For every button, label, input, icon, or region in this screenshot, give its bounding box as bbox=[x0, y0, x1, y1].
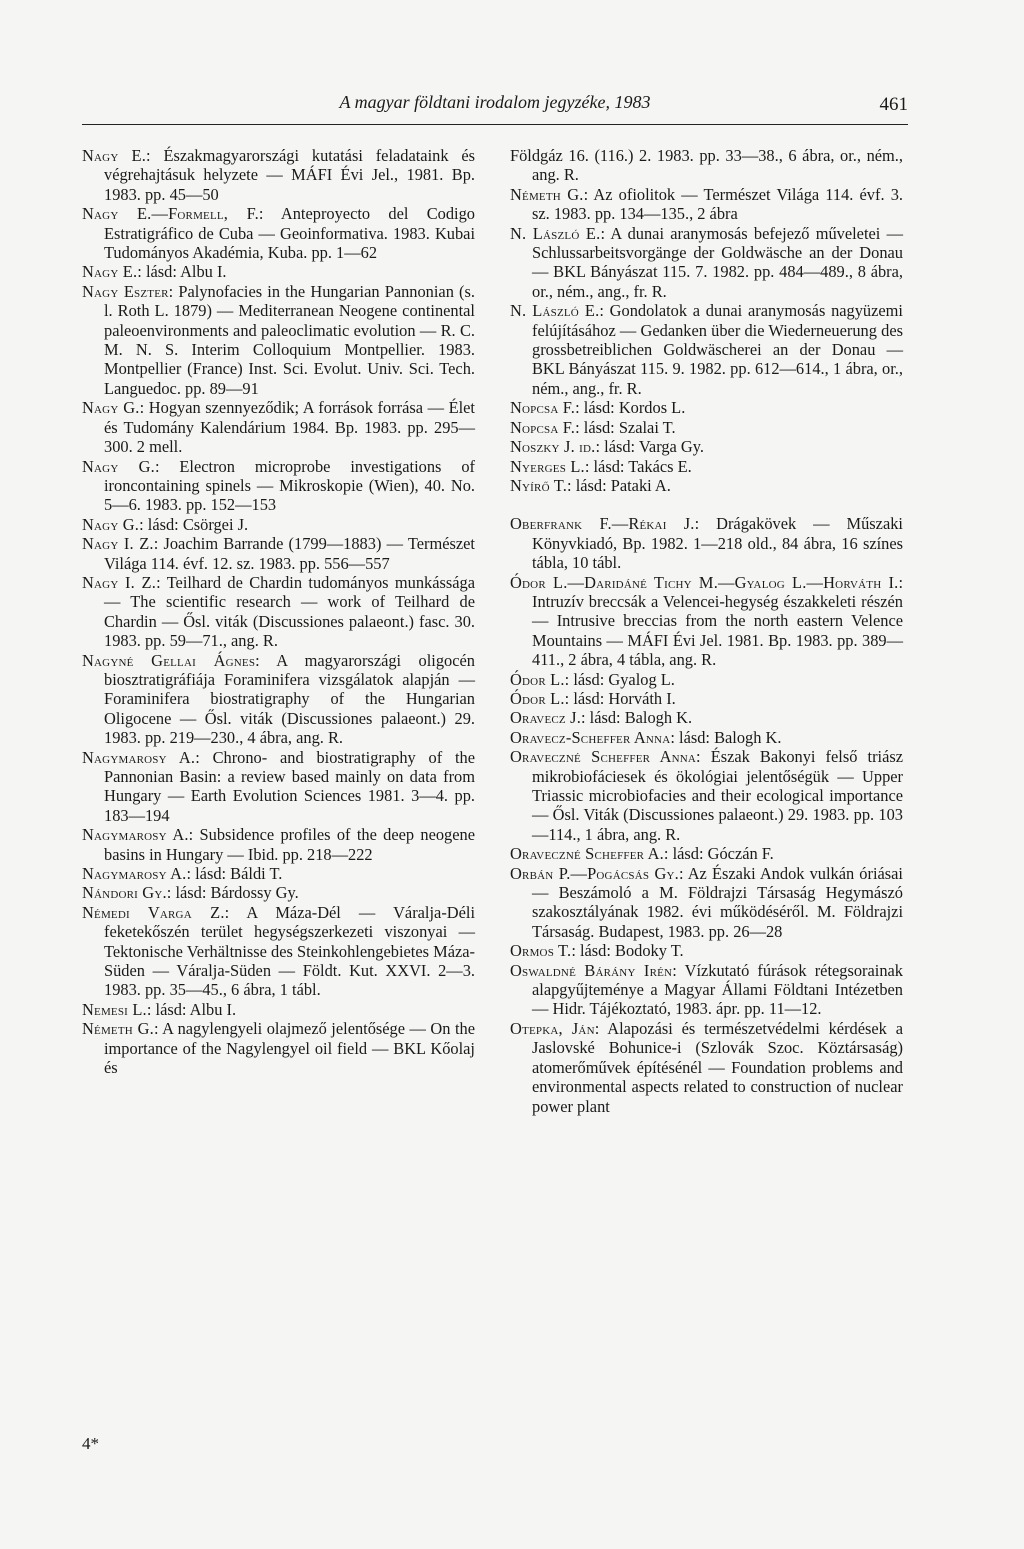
bibliography-entry bbox=[510, 514, 903, 572]
entry-author: Nagymarosy A. bbox=[82, 825, 189, 845]
entry-separator: : bbox=[583, 184, 594, 204]
entry-separator: : bbox=[137, 262, 146, 282]
entry-separator: : bbox=[898, 572, 903, 592]
entry-author: Nagy Eszter bbox=[82, 281, 169, 301]
entry-separator: : bbox=[694, 514, 717, 534]
entry-text: Drágakövek — Műszaki Könyvkiadó, Bp. 1982. 1—218 old., 84 ábra, 16 színes tábla, 10 tábl. bbox=[532, 514, 903, 573]
bibliography-entry bbox=[82, 883, 475, 902]
bibliography-entry bbox=[510, 418, 903, 437]
entry-separator: : bbox=[258, 204, 281, 224]
entry-text: Vízkutató fúrások rétegsorainak alapgyűjteménye a Magyar Állami Földtani Intézetben — Hidr. Tájékoztató, 1983. ápr. pp. 11—12. bbox=[532, 960, 904, 1019]
entry-separator: : bbox=[153, 534, 164, 554]
entry-separator: : bbox=[600, 223, 611, 243]
entry-author: Nagy G. bbox=[82, 456, 155, 476]
entry-text: lásd: Bárdossy Gy. bbox=[175, 883, 299, 903]
entry-author: Noszky J. id. bbox=[510, 437, 596, 457]
bibliography-entry bbox=[82, 1019, 475, 1077]
signature-mark: 4* bbox=[82, 1434, 99, 1453]
entry-separator: : bbox=[146, 146, 164, 165]
entry-text: Intruzív breccsák a Velencei-hegység északkeleti részén — Intrusive breccias from the north eastern Velence Mountains — MÁFI Évi Jel. 1981. Bp. 1983. pp. 389—411., 2 ábra, 4 tábla, ang. R. bbox=[532, 591, 903, 670]
entry-separator: : bbox=[696, 747, 711, 767]
entry-author: Nyírő T. bbox=[510, 475, 568, 495]
entry-separator: : bbox=[188, 825, 200, 845]
entry-author: Nyerges L. bbox=[510, 456, 585, 476]
bibliography-entry bbox=[82, 534, 475, 573]
entry-separator: : bbox=[678, 863, 688, 883]
entry-author: Nagy G. bbox=[82, 398, 140, 418]
entry-author: Oravecz J. bbox=[510, 708, 581, 728]
bibliography-entry bbox=[82, 825, 475, 864]
right-column bbox=[510, 146, 903, 1116]
bibliography-entry bbox=[82, 204, 475, 262]
bibliography-entry bbox=[510, 670, 903, 689]
entry-text: Joachim Barrande (1799—1883) — Természet Világa 114. évf. 12. sz. 1983. pp. 556—557 bbox=[104, 534, 475, 573]
entry-separator: : bbox=[584, 456, 594, 476]
bibliography-entry bbox=[510, 961, 903, 1019]
bibliography-entry bbox=[82, 262, 475, 281]
entry-author: Nagymarosy A. bbox=[82, 747, 196, 767]
entry-author: Orbán P.—Pogácsás Gy. bbox=[510, 863, 679, 883]
entry-text: lásd: Góczán F. bbox=[672, 844, 774, 864]
bibliography-entry bbox=[510, 728, 903, 747]
bibliography-entry bbox=[510, 941, 903, 960]
entry-text: Electron microprobe investigations of ironcontaining spinels — Mikroskopie (Wien), 40. No. 5—6. 1983. pp. 152—153 bbox=[104, 456, 475, 515]
entry-author: Nopcsa F. bbox=[510, 398, 576, 418]
entry-separator: : bbox=[146, 999, 156, 1019]
entry-author: Otepka, Ján bbox=[510, 1018, 595, 1038]
bibliography-entry bbox=[510, 301, 903, 398]
bibliography-entry bbox=[82, 573, 475, 651]
entry-author: Ódor L. bbox=[510, 669, 565, 689]
bibliography-entry bbox=[82, 457, 475, 515]
bibliography-entry bbox=[82, 651, 475, 748]
entry-text: Chrono- and biostratigraphy of the Pannonian Basin: a review based mainly on data from Hungary — Earth Evolution Sciences 1981. 3—4. pp. 183—194 bbox=[104, 747, 476, 825]
entry-author: Oraveczné Scheffer A. bbox=[510, 844, 664, 864]
entry-author: Oberfrank F.—Rékai J. bbox=[510, 514, 695, 534]
entry-text: A magyarországi oligocén biosztratigráfiája Foraminifera vizsgálatok alapján — Foraminifera biostratigraphy of the Hungarian Oligocene — Ősl. viták (Discussiones palaeont.) 29. 1983. pp. 219—230., 4 ábra, ang. R. bbox=[104, 650, 475, 748]
entry-author: N. László E. bbox=[510, 301, 600, 321]
bibliography-entry bbox=[82, 864, 475, 883]
entry-text: Alapozási és természetvédelmi kérdések a Jaslovské Bohunice-i (Szlovák Szoc. Köztársaság) atomerőművek építésénél — Foundation problems and environmental aspects related to construction of nuclear power plant bbox=[532, 1018, 903, 1116]
bibliography-entry bbox=[510, 1019, 903, 1116]
entry-separator: : bbox=[156, 572, 167, 592]
entry-text: Az Északi Andok vulkán óriásai — Beszámoló a M. Földrajzi Társaság Hegymászó szakosztályának 1982. évi működéséről. M. Földrajzi Társaság. Budapest, 1983. pp. 26—28 bbox=[532, 863, 903, 941]
bibliography-entry bbox=[82, 282, 475, 398]
entry-text: lásd: Albu I. bbox=[145, 262, 227, 282]
entry-text: lásd: Csörgei J. bbox=[147, 514, 249, 534]
entry-author: Ódor L.—Daridáné Tichy M.—Gyalog L.—Horváth I. bbox=[510, 572, 899, 592]
entry-author: Ormos T. bbox=[510, 941, 572, 961]
bibliography-entry bbox=[510, 864, 903, 942]
entry-separator: : bbox=[255, 650, 277, 670]
entry-separator: : bbox=[594, 1018, 608, 1038]
entry-author: Nagyné Gellai Ágnes bbox=[82, 650, 256, 670]
bibliography-entry bbox=[510, 185, 903, 224]
entry-author: Németh G. bbox=[510, 184, 584, 204]
entry-text: lásd: Horváth I. bbox=[573, 688, 676, 708]
entry-text: lásd: Szalai T. bbox=[583, 417, 676, 437]
bibliography-entry bbox=[82, 748, 475, 826]
entry-separator: : bbox=[195, 747, 213, 767]
entry-author: Oravecz-Scheffer Anna bbox=[510, 727, 671, 747]
entry-author: Oswaldné Bárány Irén bbox=[510, 960, 673, 980]
entry-text: lásd: Balogh K. bbox=[589, 708, 693, 728]
entry-text: lásd: Pataki A. bbox=[575, 475, 671, 495]
entry-text: A Máza-Dél — Váralja-Déli feketekőszén terület hegységszerkezeti viszonyai — Tektonische Verhältnisse des Steinkohlengebietes Máza-Süden — Váralja-Süden — Földt. Kut. XXVI. 2—3. 1983. pp. 35—45., 6 ábra, 1 tábl. bbox=[104, 902, 475, 1000]
entry-text: lásd: Albu I. bbox=[155, 999, 237, 1019]
entry-separator: : bbox=[224, 902, 247, 922]
bibliography-entry bbox=[510, 146, 903, 185]
entry-separator: : bbox=[599, 301, 610, 321]
bibliography-entry bbox=[82, 146, 475, 204]
page-header bbox=[82, 88, 908, 125]
bibliography-entry bbox=[510, 689, 903, 708]
entry-author: Nagy G. bbox=[82, 514, 140, 534]
bibliography-entry bbox=[510, 224, 903, 302]
entry-author: Ódor L. bbox=[510, 688, 565, 708]
entry-author: Némedi Varga Z. bbox=[82, 902, 225, 922]
entry-text: lásd: Bodoky T. bbox=[579, 941, 684, 961]
entry-author: Oraveczné Scheffer Anna bbox=[510, 747, 697, 767]
entry-separator: : bbox=[166, 883, 176, 903]
entry-separator: : bbox=[139, 398, 149, 418]
bibliography-entry bbox=[510, 398, 903, 417]
bibliography-entry bbox=[510, 437, 903, 456]
entry-text: Földgáz 16. (116.) 2. 1983. pp. 33—38., 6 ábra, or., ném., ang. R. bbox=[510, 146, 903, 185]
entry-separator: : bbox=[672, 960, 685, 980]
bibliography-entry bbox=[510, 476, 903, 495]
entry-separator: : bbox=[581, 708, 590, 728]
entry-separator: : bbox=[186, 864, 196, 884]
entry-separator: : bbox=[139, 514, 148, 534]
entry-author: Nándori Gy. bbox=[82, 883, 167, 903]
entry-author: Nagy E. bbox=[82, 146, 147, 165]
entry-text: lásd: Kordos L. bbox=[583, 398, 686, 418]
entry-text: lásd: Balogh K. bbox=[679, 727, 782, 747]
entry-separator: : bbox=[168, 281, 179, 301]
entry-separator: : bbox=[670, 727, 680, 747]
bibliography-entry bbox=[82, 515, 475, 534]
entry-separator: : bbox=[595, 437, 605, 457]
entry-separator: : bbox=[153, 1019, 163, 1039]
entry-author: Németh G. bbox=[82, 1019, 154, 1039]
page-number: 461 bbox=[879, 94, 908, 115]
entry-separator: : bbox=[575, 398, 584, 418]
entry-text: Az ofiolitok — Természet Világa 114. évf. 3. sz. 1983. pp. 134—135., 2 ábra bbox=[532, 184, 903, 224]
entry-separator: : bbox=[567, 475, 576, 495]
running-head: A magyar földtani irodalom jegyzéke, 1983 bbox=[339, 92, 651, 112]
entry-separator: : bbox=[564, 688, 574, 708]
entry-text: A dunai aranymosás befejező műveletei — Schlussarbeitsvorgänge der Goldwäsche an der Donau — BKL Bányászat 115. 7. 1982. pp. 484—489., 8 ábra, or., ném., ang., fr. R. bbox=[532, 223, 903, 301]
entry-separator: : bbox=[154, 456, 180, 476]
entry-text: Palynofacies in the Hungarian Pannonian (s. l. Roth L. 1879) — Mediterranean Neogene continental paleoenvironments and paleoclimatic evolution — R. C. M. N. S. Interim Colloquium Montpellier. 1983. Montpellier (France) Inst. Sci. Evolut. Univ. Sci. Tech. Languedoc. pp. 89—91 bbox=[104, 281, 475, 398]
left-column bbox=[82, 146, 475, 1078]
bibliography-entry bbox=[510, 844, 903, 863]
entry-author: Nagymarosy A. bbox=[82, 864, 187, 884]
bibliography-entry bbox=[82, 903, 475, 1000]
entry-text: Gondolatok a dunai aranymosás nagyüzemi felújításához — Gedanken über die Wiederneuerung des grossbetreiblichen Goldwäscherei an der Donau — BKL Bányászat 115. 9. 1982. pp. 612—614., 1 ábra, or., ném., ang., fr. R. bbox=[532, 301, 903, 398]
entry-separator: : bbox=[575, 417, 584, 437]
bibliography-entry bbox=[510, 708, 903, 727]
entry-text: Subsidence profiles of the deep neogene basins in Hungary — Ibid. pp. 218—222 bbox=[104, 825, 475, 864]
entry-author: Nopcsa F. bbox=[510, 417, 576, 437]
entry-text: Teilhard de Chardin tudományos munkássága — The scientific research — work of Teilhard de Chardin — Ősl. viták (Discussiones palaeont.) fasc. 30. 1983. pp. 59—71., ang. R. bbox=[104, 572, 476, 651]
entry-separator: : bbox=[571, 941, 580, 961]
entry-author: Nemesi L. bbox=[82, 999, 147, 1019]
entry-separator: : bbox=[564, 669, 574, 689]
bibliography-entry bbox=[82, 398, 475, 456]
entry-author: N. László E. bbox=[510, 223, 601, 243]
entry-author: Nagy E. bbox=[82, 262, 138, 282]
entry-text: lásd: Takács E. bbox=[593, 456, 692, 476]
entry-author: Nagy I. Z. bbox=[82, 534, 154, 554]
entry-text: lásd: Varga Gy. bbox=[604, 437, 704, 457]
entry-text: Északmagyarországi kutatási feladataink és végrehajtásuk helyzete — MÁFI Évi Jel., 1981. Bp. 1983. pp. 45—50 bbox=[104, 146, 476, 204]
entry-text: Hogyan szennyeződik; A források forrása — Élet és Tudomány Kalendárium 1984. Bp. 1983. pp. 295—300. 2 mell. bbox=[104, 398, 475, 457]
entry-separator: : bbox=[663, 844, 673, 864]
bibliography-entry bbox=[510, 457, 903, 476]
bibliography-entry bbox=[510, 747, 903, 844]
entry-author: Nagy I. Z. bbox=[82, 572, 157, 592]
entry-author: Nagy E.—Formell, F. bbox=[82, 204, 259, 224]
bibliography-entry bbox=[82, 1000, 475, 1019]
bibliography-entry bbox=[510, 573, 903, 670]
entry-text: Észak Bakonyi felső triász mikrobiofáciesek és ökológiai jelentőségük — Upper Triassic microbiofacies and their ecological importance — Ősl. Viták (Discussiones palaeont.) 29. 1983. pp. 103—114., 1 ábra, ang. R. bbox=[532, 747, 904, 844]
entry-text: Anteproyecto del Codigo Estratigráfico de Cuba — Geoinformativa. 1983. Kubai Tudományos Akadémia, Kuba. pp. 1—62 bbox=[104, 204, 476, 263]
entry-text: lásd: Báldi T. bbox=[195, 864, 283, 884]
entry-text: A nagylengyeli olajmező jelentősége — On the importance of the Nagylengyel oil field — BKL Kőolaj és bbox=[104, 1019, 475, 1078]
entry-text: lásd: Gyalog L. bbox=[573, 669, 675, 689]
